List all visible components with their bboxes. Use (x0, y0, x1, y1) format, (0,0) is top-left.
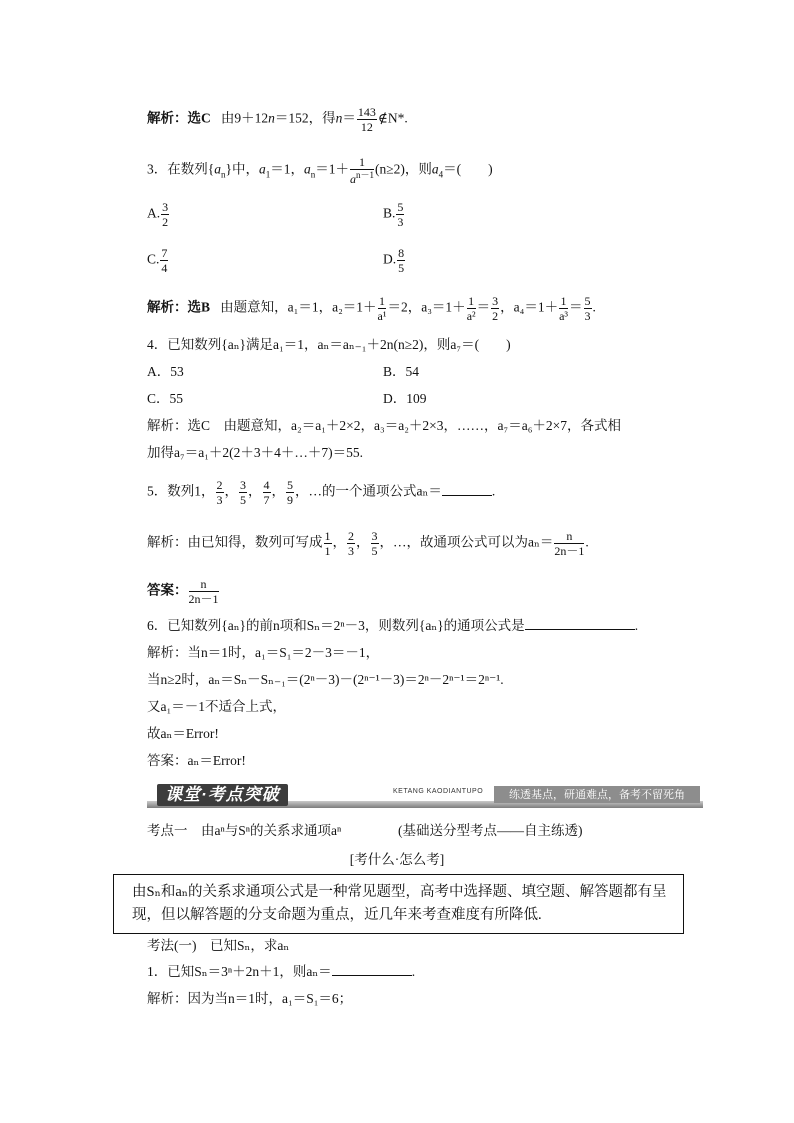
q3-opt-d-num: 8 (398, 246, 405, 260)
q3-sol-f4n: 1 (560, 294, 567, 308)
q3-sub-1: 1 (265, 169, 271, 180)
q3-sol-f2n: 1 (468, 294, 475, 308)
section-banner (147, 784, 703, 808)
kaodian-title (147, 822, 341, 840)
q5-sseq3-d: 5 (371, 544, 378, 558)
q3-stem2: }中， (225, 161, 259, 177)
q3-sol-m2: ＝ (476, 299, 491, 315)
q3-opt-a-label: A. (147, 205, 161, 221)
q3-fraction (350, 156, 374, 185)
q3-opt-a-den: 2 (162, 215, 169, 229)
q2-solution-label: 解析：选C (147, 110, 211, 126)
p1-solution: 解析：因为当n＝1时，a₁＝S₁＝6； (147, 991, 353, 1006)
q3-sub-n2: n (310, 169, 316, 180)
q3-sol-f3n: 3 (492, 294, 499, 308)
q5-answer-blank[interactable] (442, 495, 492, 496)
q3-var-a: a (214, 161, 221, 177)
q3-sub-4: 4 (438, 169, 444, 180)
q2-frac-num: 143 (357, 105, 376, 119)
q3-sol-m4: ＝ (569, 299, 583, 315)
q6-sol-line1: 解析：当n＝1时，a₁＝S₁＝2－3＝－1， (147, 645, 380, 660)
q3-sol-f3d: 2 (492, 309, 499, 323)
q3-sol-label: 解析：选B (147, 299, 211, 315)
q5-sseq2-d: 3 (348, 544, 354, 558)
q5-stem1: 5．数列1， (147, 483, 215, 499)
q3-sol-f5n: 5 (584, 294, 591, 308)
q6-answer-blank[interactable] (525, 629, 635, 630)
q2-solution (147, 106, 408, 133)
q3-frac-den-sup: n－1 (355, 170, 374, 180)
q5-stem2: ，…的一个通项公式aₙ＝ (295, 483, 442, 499)
q3-opt-c-den: 4 (161, 261, 168, 275)
q3-opt-b-label: B. (383, 205, 396, 221)
p1-stem: 1．已知Sₙ＝3ⁿ＋2n＋1，则aₙ＝ . (147, 964, 416, 979)
q6-stem-text: 6．已知数列{aₙ}的前n项和Sₙ＝2ⁿ－3，则数列{aₙ}的通项公式是 (147, 618, 525, 633)
q2-var-n: n (268, 110, 275, 126)
q5-seq2-n: 3 (240, 478, 246, 492)
q5-sseq1-n: 1 (324, 529, 331, 543)
q3-opt-b-num: 5 (397, 200, 404, 214)
q3-cond: (n≥2)，则 (374, 161, 432, 177)
q3-sol-m1: ＝2，a₃＝1＋ (387, 299, 466, 315)
kaodian-tag: (基础送分型考点——自主练透) (398, 823, 583, 838)
q3-opt-a-num: 3 (162, 200, 169, 214)
q6-sol-line3: 又a₁＝－1不适合上式， (147, 699, 286, 714)
info-box (113, 874, 684, 934)
q5-seq3-n: 4 (263, 478, 270, 492)
q4-stem: 4．已知数列{aₙ}满足a₁＝1，aₙ＝aₙ₋₁＋2n(n≥2)，则a₇＝( ) (147, 337, 511, 352)
q3-sol-end: . (592, 299, 596, 315)
q5-sol2: ，…，故通项公式可以为aₙ＝ (379, 534, 554, 550)
banner-title: 课堂·考点突破 (157, 784, 288, 806)
q5-seq3-d: 7 (263, 493, 270, 507)
q3-var-an: a (303, 161, 311, 177)
q2-eq: ＝ (342, 110, 356, 126)
p1-stem-text: 1．已知Sₙ＝3ⁿ＋2n＋1，则aₙ＝ (147, 964, 332, 979)
q3-sol-f1n: 1 (379, 294, 386, 308)
q5-answer (147, 578, 220, 605)
q6-sol-line2: 当n≥2时，aₙ＝Sₙ－Sₙ₋₁＝(2ⁿ－3)－(2ⁿ⁻¹－3)＝2ⁿ－2ⁿ⁻¹＝2ⁿ⁻¹. (147, 672, 504, 687)
q3-option-b (383, 201, 405, 228)
q3-eq1: ＝1， (270, 161, 304, 177)
q6-sol-line4: 故aₙ＝Error! (147, 726, 219, 741)
kaoshenme-heading: [考什么·怎么考] (349, 852, 445, 867)
q5-stem: 5．数列1， $\frac{2}{3}$ ， $\frac{3}{5}$ ， $\frac{4}{7}$ ， $\frac{5}{9}$ ，…的一个通项公式aₙ＝ . (147, 478, 496, 507)
q5-seq4-d: 9 (287, 493, 293, 507)
q3-eq2: ＝1＋ (315, 161, 349, 177)
q4-option-c: C．55 (147, 391, 184, 406)
q3-sol-f4d: a³ (559, 309, 569, 323)
q5-seq4-n: 5 (287, 478, 293, 492)
q3-var-a4: a (431, 161, 439, 177)
q2-solution-text1: 由9＋12 (220, 110, 269, 126)
q3-solution (147, 295, 596, 322)
q2-frac-den: 12 (360, 120, 373, 134)
banner-slogan: 练透基点，研通难点，备考不留死角 (494, 786, 700, 803)
q5-sseq2-n: 2 (348, 529, 354, 543)
q2-tail: ∉N*. (377, 110, 408, 126)
q5-solf-n: n (554, 530, 584, 544)
q3-sol-f1d: a¹ (377, 309, 387, 323)
banner-pinyin: KETANG KAODIANTUPO (393, 788, 484, 795)
q4-option-a: A．53 (147, 364, 184, 379)
kaofa-heading: 考法(一) 已知Sₙ，求aₙ (147, 938, 290, 953)
q6-answer: 答案：aₙ＝Error! (147, 753, 246, 768)
q2-fraction (357, 106, 377, 133)
q5-sol1: 解析：由已知得，数列可写成 (147, 534, 323, 550)
q3-var-a1: a (258, 161, 266, 177)
q3-sol-f5d: 3 (584, 309, 591, 323)
q3-stem1: 3．在数列{ (147, 161, 215, 177)
q5-seq1-n: 2 (216, 478, 223, 492)
q3-opt-c-label: C. (147, 251, 160, 267)
q3-opt-b-den: 3 (397, 215, 404, 229)
q4-option-b: B．54 (383, 364, 420, 379)
q3-option-c (147, 247, 169, 274)
q4-sol1-text: 解析：选C 由题意知，a₂＝a₁＋2×2，a₃＝a₂＋2×3，……，a₇＝a₆＋2×7，各式相 (147, 418, 622, 433)
q5-seq1-d: 3 (216, 493, 223, 507)
q3-frac-num: 1 (350, 156, 374, 170)
q3-opt-d-label: D. (383, 251, 397, 267)
q5-solution: 解析：由已知得，数列可写成 $\frac{1}{1}$ ， $\frac{2}{3}$ ， $\frac{3}{5}$ ，…，故通项公式可以为aₙ＝ $\frac{n}{2n-1}$ . (147, 529, 589, 558)
q5-solf-d: 2n－1 (554, 544, 585, 558)
q2-solution-text2: ＝152，得 (274, 110, 336, 126)
q3-tail: ＝( ) (443, 161, 493, 177)
q4-option-d: D．109 (383, 391, 427, 406)
q5-ans-n: n (189, 578, 219, 592)
q3-frac-den-a: a (349, 172, 356, 186)
kaodian-title-text: 考点一 由aⁿ与Sⁿ的关系求通项aⁿ (147, 823, 342, 838)
q3-stem (147, 156, 493, 185)
info-box-text: 由Sₙ和aₙ的关系求通项公式是一种常见题型，高考中选择题、填空题、解答题都有呈现，但以解答题的分支命题为重点，近几年来考查难度有所降低. (132, 884, 667, 923)
q4-solution-line1 (147, 417, 621, 435)
q6-stem: 6．已知数列{aₙ}的前n项和Sₙ＝2ⁿ－3，则数列{aₙ}的通项公式是 . (147, 618, 639, 633)
q2-var-n2: n (335, 110, 343, 126)
q4-solution-line2: 加得a₇＝a₁＋2(2＋3＋4＋…＋7)＝55. (147, 445, 364, 460)
q3-option-d (383, 247, 406, 274)
q5-ans-label: 答案： (147, 582, 188, 598)
q3-sub-n: n (220, 169, 226, 180)
q3-sol-m3: ，a₄＝1＋ (500, 299, 559, 315)
q5-ans-d: 2n－1 (188, 592, 219, 606)
q3-option-a (147, 201, 170, 228)
q5-sseq3-n: 3 (371, 529, 378, 543)
q3-frac-den (350, 170, 374, 185)
q3-opt-c-num: 7 (161, 246, 168, 260)
q3-sol-f2d: a² (466, 309, 476, 323)
q5-sseq1-d: 1 (324, 544, 331, 558)
q3-opt-d-den: 5 (398, 261, 405, 275)
q3-sol-text: 由题意知，a₁＝1，a₂＝1＋ (220, 299, 377, 315)
p1-answer-blank[interactable] (332, 975, 412, 976)
q5-seq2-d: 5 (240, 493, 246, 507)
